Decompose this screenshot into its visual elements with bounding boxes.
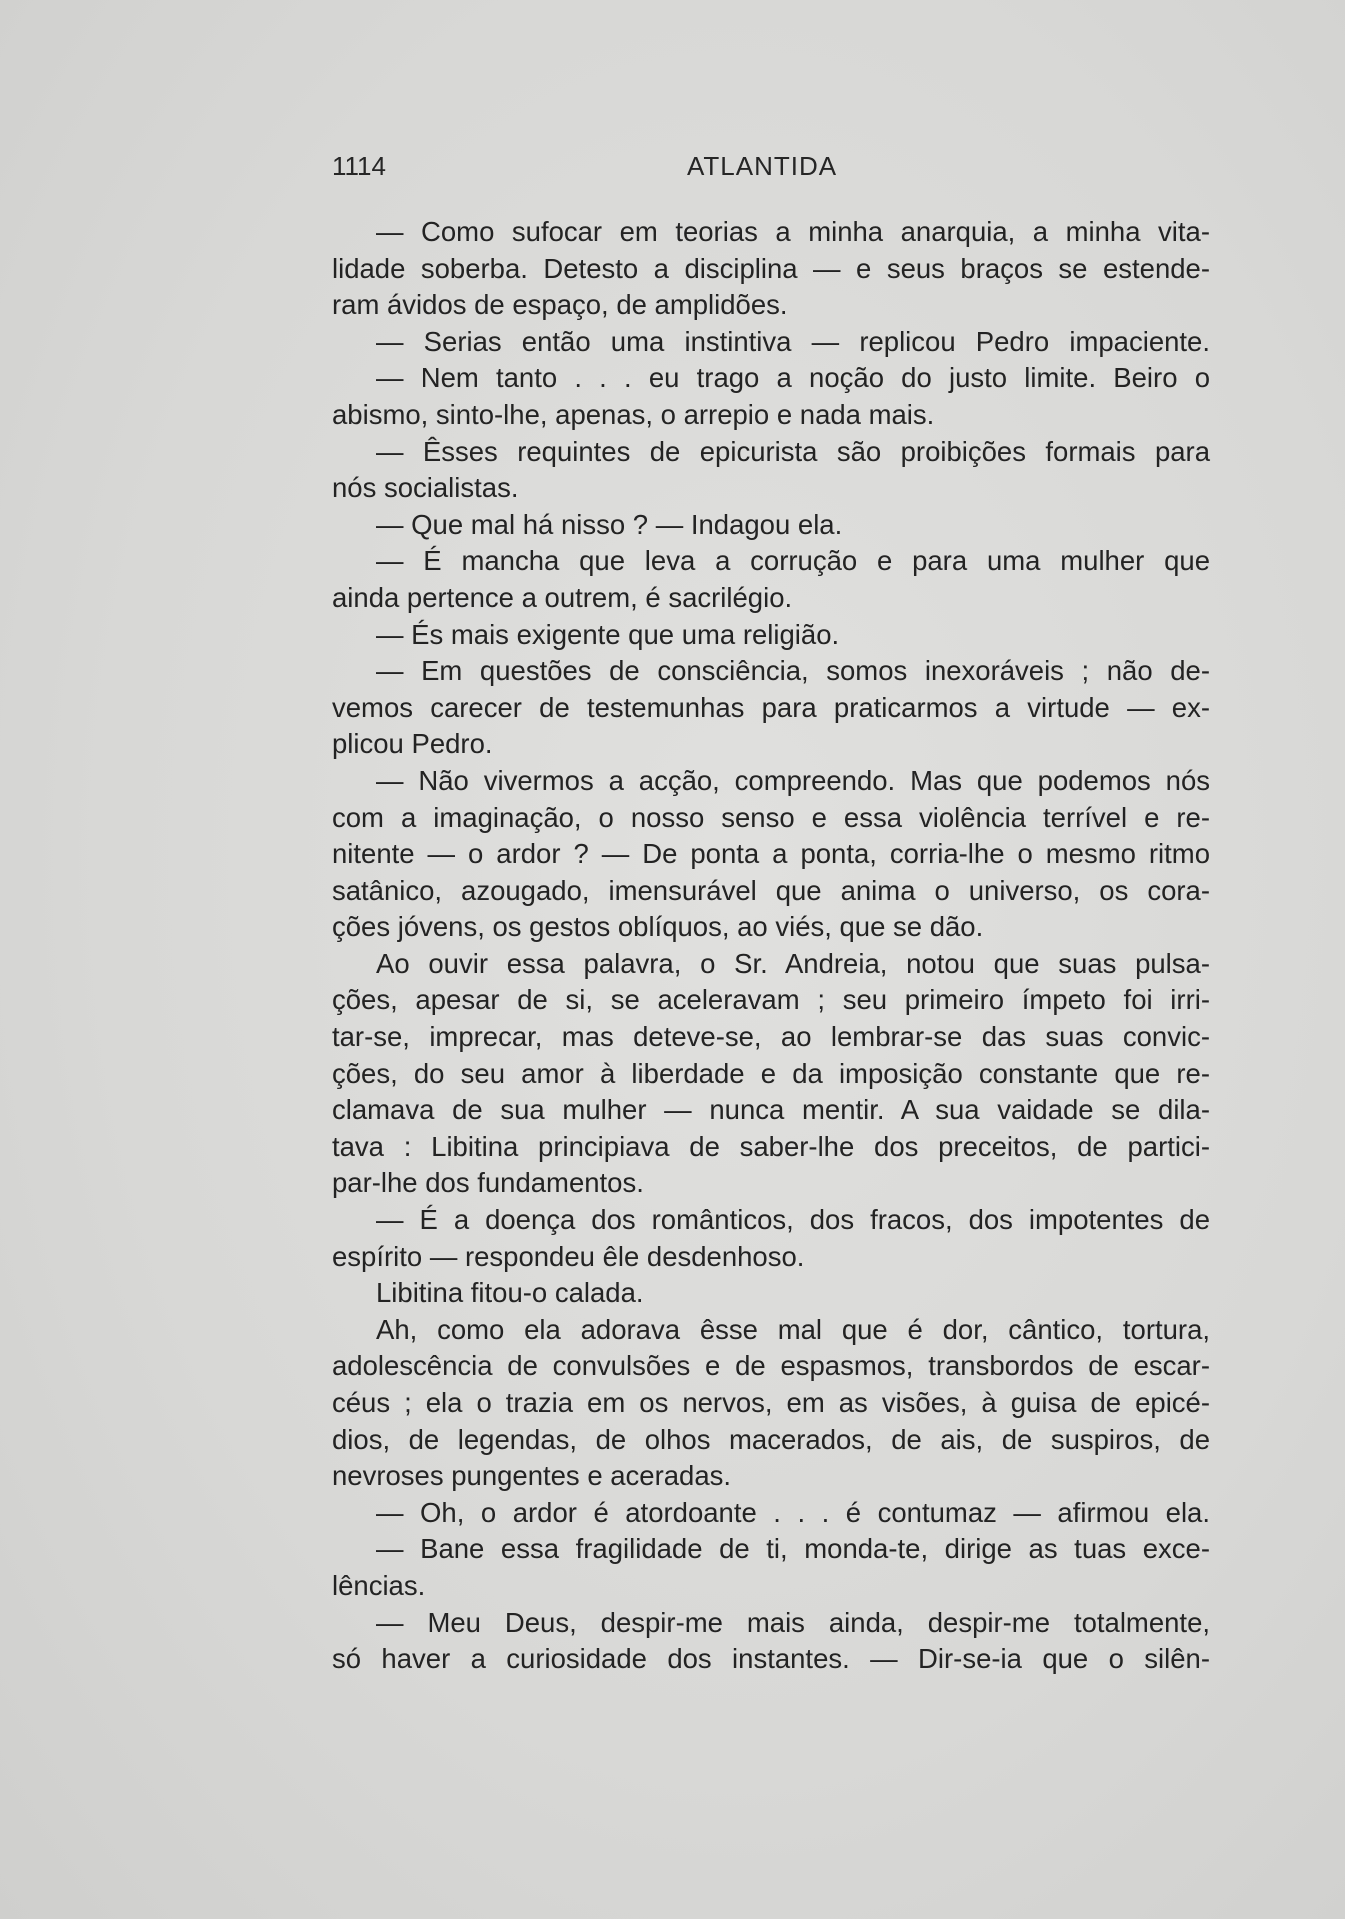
text-line: abismo, sinto-lhe, apenas, o arrepio e nada mais. [332, 398, 935, 430]
text-line: lidade soberba. Detesto a disciplina — e seus braços se estende- [332, 252, 1210, 284]
text-line: ções, do seu amor à liberdade e da imposição constante que re- [332, 1057, 1210, 1089]
text-line: só haver a curiosidade dos instantes. — Dir-se-ia que o silên- [332, 1643, 1210, 1675]
text-line: tava : Libitina principiava de saber-lhe dos preceitos, de partici- [332, 1130, 1210, 1162]
text-line: — Como sufocar em teorias a minha anarquia, a minha vita- [376, 216, 1210, 247]
text-line: — Bane essa fragilidade de ti, monda-te, dirige as tuas exce- [376, 1533, 1210, 1565]
text-line: nevroses pungentes e aceradas. [332, 1460, 732, 1492]
text-line: Ah, como ela adorava êsse mal que é dor, cântico, tortura, [376, 1313, 1210, 1345]
text-line: — Não vivermos a acção, compreendo. Mas que podemos nós [376, 764, 1210, 796]
text-line: — Que mal há nisso ? — Indagou ela. [376, 508, 843, 540]
text-line: satânico, azougado, imensurável que anima o universo, os cora- [332, 874, 1210, 906]
text-line: lências. [332, 1569, 426, 1601]
text-line: nitente — o ardor ? — De ponta a ponta, corria-lhe o mesmo ritmo [332, 838, 1210, 870]
text-line: — Meu Deus, despir-me mais ainda, despir-me totalmente, [376, 1606, 1210, 1638]
text-line: ainda pertence a outrem, é sacrilégio. [332, 581, 793, 613]
text-line: — Nem tanto . . . eu trago a noção do justo limite. Beiro o [376, 362, 1210, 394]
page-number: 1114 [332, 151, 386, 181]
running-head [332, 151, 1212, 191]
text-line: — Em questões de consciência, somos inexoráveis ; não de- [376, 655, 1210, 687]
text-line: — És mais exigente que uma religião. [376, 618, 840, 650]
text-line: tar-se, imprecar, mas deteve-se, ao lembrar-se das suas convic- [332, 1021, 1210, 1053]
body-text [332, 214, 1210, 1678]
text-line: céus ; ela o trazia em os nervos, em as visões, à guisa de epicé- [332, 1387, 1210, 1418]
text-line: ções jóvens, os gestos oblíquos, ao viés, que se dão. [332, 911, 984, 943]
journal-title: ATLANTIDA [687, 151, 838, 181]
text-line: Ao ouvir essa palavra, o Sr. Andreia, notou que suas pulsa- [376, 947, 1210, 979]
text-line: clamava de sua mulher — nunca mentir. A sua vaidade se dila- [332, 1094, 1210, 1126]
text-line: plicou Pedro. [332, 728, 493, 760]
text-line: Libitina fitou-o calada. [376, 1277, 644, 1309]
text-line: — Serias então uma instintiva — replicou Pedro impaciente. [376, 325, 1210, 357]
text-line: — É mancha que leva a corrução e para uma mulher que [376, 545, 1210, 577]
text-line: vemos carecer de testemunhas para praticarmos a virtude — ex- [332, 691, 1210, 723]
text-line: ções, apesar de si, se aceleravam ; seu primeiro ímpeto foi irri- [332, 984, 1210, 1016]
text-line: ram ávidos de espaço, de amplidões. [332, 289, 788, 321]
text-line: — É a doença dos românticos, dos fracos, dos impotentes de [376, 1204, 1210, 1236]
text-line: nós socialistas. [332, 472, 519, 504]
text-line: par-lhe dos fundamentos. [332, 1167, 644, 1199]
text-line: dios, de legendas, de olhos macerados, de ais, de suspiros, de [332, 1423, 1210, 1455]
text-line: — Oh, o ardor é atordoante . . . é contumaz — afirmou ela. [376, 1496, 1210, 1528]
text-line: com a imaginação, o nosso senso e essa violência terrível e re- [332, 801, 1210, 833]
text-line: — Êsses requintes de epicurista são proibições formais para [376, 435, 1210, 467]
text-line: espírito — respondeu êle desdenhoso. [332, 1240, 805, 1272]
text-line: adolescência de convulsões e de espasmos, transbordos de escar- [332, 1350, 1210, 1382]
